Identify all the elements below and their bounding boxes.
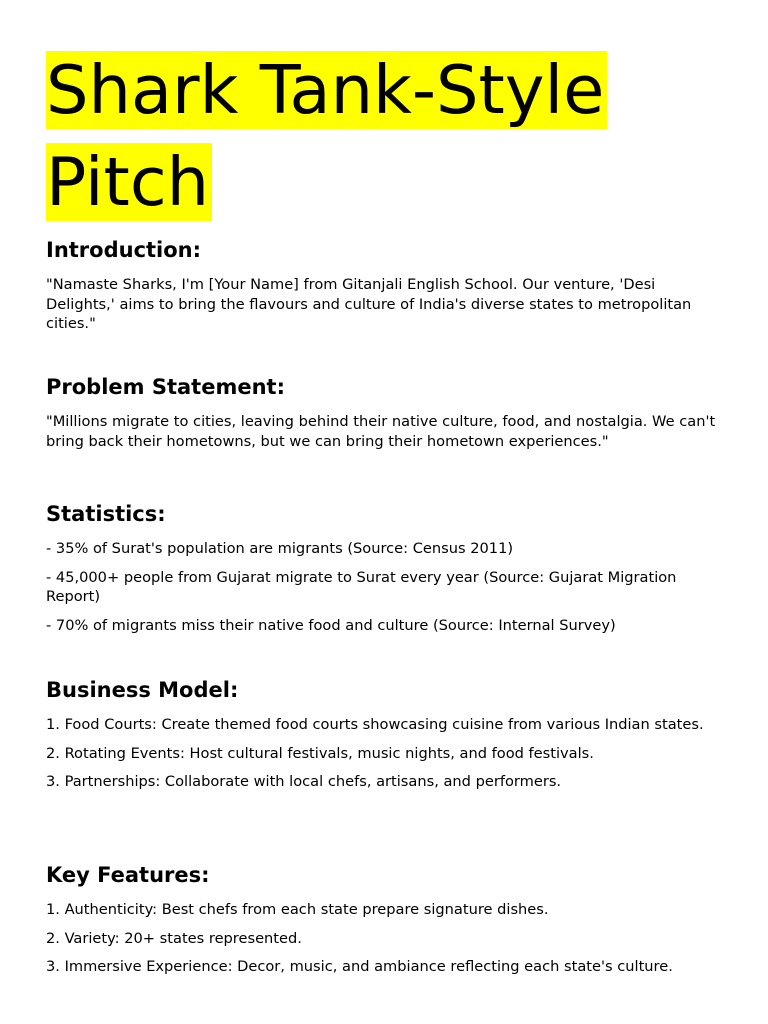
statistic-item: - 70% of migrants miss their native food and culture (Source: Internal Survey) [46,616,616,634]
section-heading: Problem Statement: [46,375,285,399]
list-item: 1. Food Courts: Create themed food courts showcasing cuisine from various Indian states. [46,716,704,733]
section-paragraph: "Namaste Sharks, I'm [Your Name] from Gitanjali English School. Our venture, 'Desi Delights,' aims to bring the flavours and culture of India's diverse states to metropolitan cities." [46,276,692,332]
section-key-features [46,861,726,986]
statistic-item: - 45,000+ people from Gujarat migrate to Surat every year (Source: Gujarat Migration Report) [46,568,677,605]
section-business-model [46,676,726,801]
section-heading: Business Model: [46,678,239,702]
list-item: 2. Rotating Events: Host cultural festivals, music nights, and food festivals. [46,744,594,762]
section-problem-statement [46,373,726,460]
section-heading: Key Features: [46,863,210,887]
list-item: 1. Authenticity: Best chefs from each state prepare signature dishes. [46,901,549,918]
section-introduction [46,236,726,343]
section-paragraph: "Millions migrate to cities, leaving behind their native culture, food, and nostalgia. We can't bring back their hometowns, but we can bring their hometown experiences." [46,413,716,450]
section-heading: Statistics: [46,502,166,526]
section-heading: Introduction: [46,238,202,262]
page-title [46,44,726,228]
title-highlight: Shark Tank-Style Pitch [46,51,607,221]
statistic-item: - 35% of Surat's population are migrants (Source: Census 2011) [46,540,514,557]
list-item: 2. Variety: 20+ states represented. [46,929,302,947]
list-item: 3. Immersive Experience: Decor, music, and ambiance reflecting each state's culture. [46,958,673,975]
list-item: 3. Partnerships: Collaborate with local chefs, artisans, and performers. [46,773,562,790]
section-statistics [46,500,726,644]
